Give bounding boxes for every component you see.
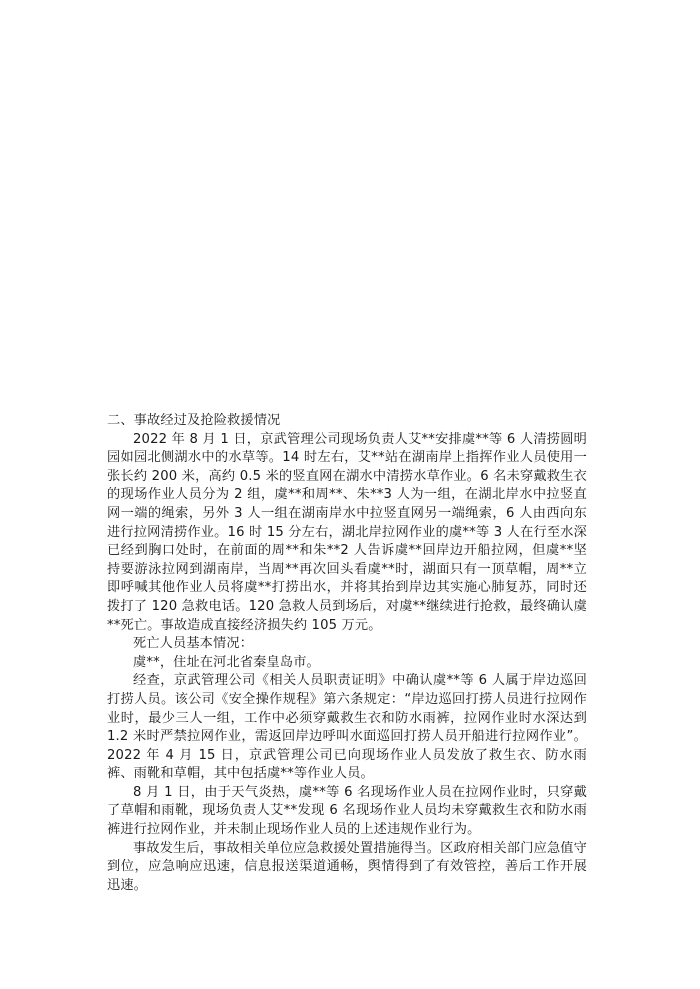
paragraph-deceased-heading: 死亡人员基本情况： [133,636,254,652]
paragraph-emergency-response: 事故发生后，事故相关单位应急救援处置措施得当。区政府相关部门应急值守到位，应急响应迅速，信息报送渠道通畅，舆情得到了有效管控，善后工作开展迅速。 [107,840,587,893]
document-body [107,412,587,895]
section-heading: 二、事故经过及抢险救援情况 [107,413,281,428]
paragraph-investigation: 经查，京武管理公司《相关人员职责证明》中确认虞**等 6 人属于岸边巡回打捞人员。该公司《安全操作规程》第六条规定：“岸边巡回打捞人员进行拉网作业时，最少三人一组，工作中必须穿戴救生衣和防水雨裤，拉网作业时水深达到 1.2 米时严禁拉网作业，需返回岸边呼叫水面巡回打捞人员开船进行拉网作业”。2022 年 4 月 15 日，京武管理公司已向现场作业人员发放了救生衣、防水雨裤、雨靴和草帽，其中包括虞**等作业人员。 [107,673,587,782]
paragraph-violation: 8 月 1 日，由于天气炎热，虞**等 6 名现场作业人员在拉网作业时，只穿戴了草帽和雨靴，现场负责人艾**发现 6 名现场作业人员均未穿戴救生衣和防水雨裤进行拉网作业，并未制止现场作业人员的上述违规作业行为。 [107,784,587,838]
paragraph-accident-process: 2022 年 8 月 1 日，京武管理公司现场负责人艾**安排虞**等 6 人清捞圆明园如园北侧湖水中的水草等。14 时左右，艾**站在湖南岸上指挥作业人员使用一张长约 200 米，高约 0.5 米的竖直网在湖水中清捞水草作业。6 名未穿戴救生衣的现场作业人员分为 2 组，虞**和周**、朱**3 人为一组，在湖北岸水中拉竖直网一端的绳索，另外 3 人一组在湖南岸水中拉竖直网另一端绳索，6 人由西向东进行拉网清捞作业。16 时 15 分左右，湖北岸拉网作业的虞**等 3 人在行至水深已经到胸口处时，在前面的周**和朱**2 人告诉虞**回岸边开船拉网，但虞**坚持要游泳拉网到湖南岸，当周**再次回头看虞**时，湖面只有一顶草帽，周**立即呼喊其他作业人员将虞**打捞出水，并将其抬到岸边其实施心肺复苏，同时还拨打了 120 急救电话。120 急救人员到场后，对虞**继续进行抢救，最终确认虞**死亡。事故造成直接经济损失约 105 万元。 [107,431,587,633]
paragraph-deceased-info: 虞**，住址在河北省秦皇岛市。 [133,654,320,670]
